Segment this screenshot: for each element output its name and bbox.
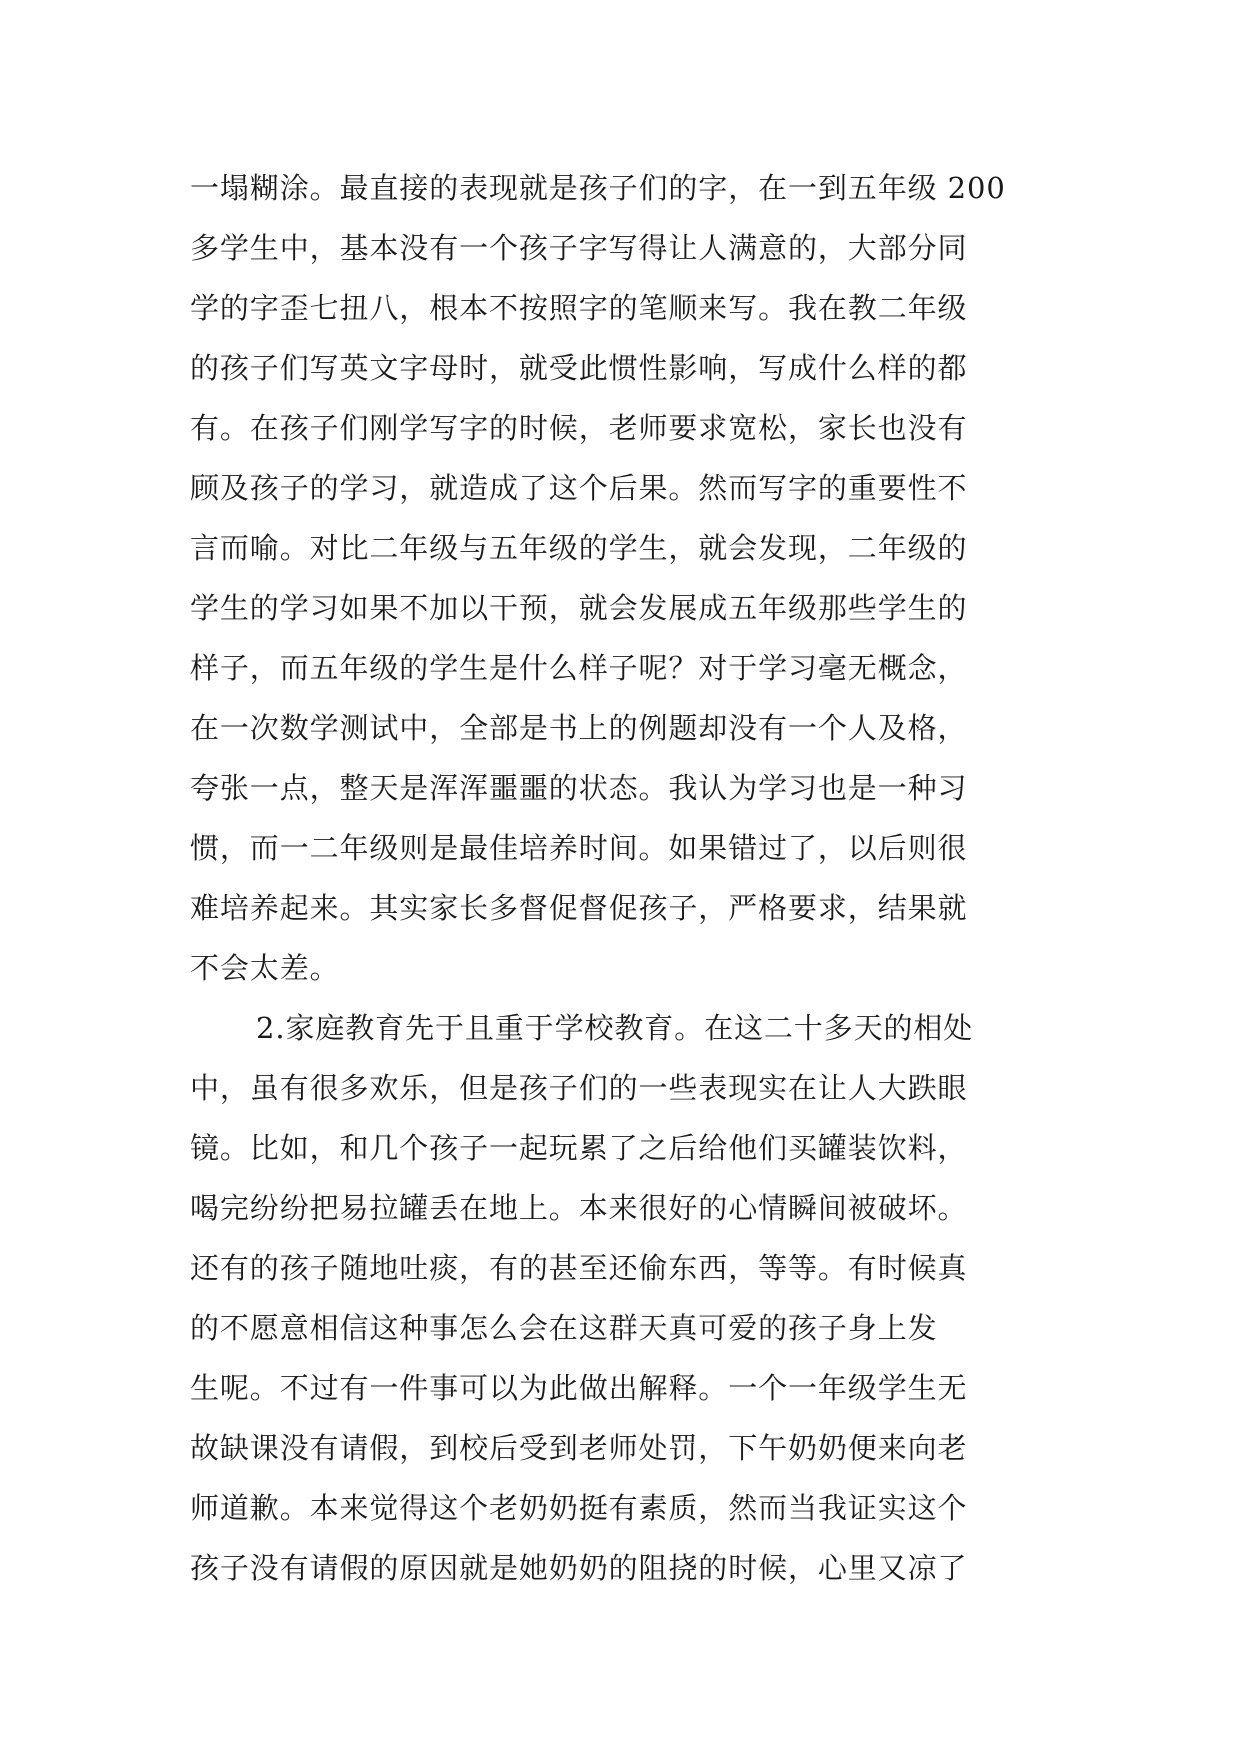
text-line: 惯，而一二年级则是最佳培养时间。如果错过了，以后则很 [190, 831, 968, 865]
text-line: 孩子没有请假的原因就是她奶奶的阻挠的时候，心里又凉了 [190, 1551, 968, 1585]
paragraph-start-line: 2.家庭教育先于且重于学校教育。在这二十多天的相处 [256, 1011, 974, 1045]
text-line: 难培养起来。其实家长多督促督促孩子，严格要求，结果就 [190, 891, 968, 925]
text-line: 不会太差。 [190, 951, 340, 985]
text-line: 一塌糊涂。最直接的表现就是孩子们的字，在一到五年级 200 [190, 171, 1006, 205]
text-line: 喝完纷纷把易拉罐丢在地上。本来很好的心情瞬间被破坏。 [190, 1191, 968, 1225]
text-line: 的孩子们写英文字母时，就受此惯性影响，写成什么样的都 [190, 351, 968, 385]
text-line: 故缺课没有请假，到校后受到老师处罚，下午奶奶便来向老 [190, 1431, 968, 1465]
text-line: 多学生中，基本没有一个孩子字写得让人满意的，大部分同 [190, 231, 968, 265]
text-line: 学生的学习如果不加以干预，就会发展成五年级那些学生的 [190, 591, 968, 625]
text-line: 在一次数学测试中，全部是书上的例题却没有一个人及格， [190, 711, 968, 745]
text-line: 夸张一点，整天是浑浑噩噩的状态。我认为学习也是一种习 [190, 771, 968, 805]
text-line: 样子，而五年级的学生是什么样子呢？对于学习毫无概念， [190, 651, 968, 685]
text-line: 顾及孩子的学习，就造成了这个后果。然而写字的重要性不 [190, 471, 968, 505]
text-line: 生呢。不过有一件事可以为此做出解释。一个一年级学生无 [190, 1371, 968, 1405]
text-line: 还有的孩子随地吐痰，有的甚至还偷东西，等等。有时候真 [190, 1251, 968, 1285]
text-line: 中，虽有很多欢乐，但是孩子们的一些表现实在让人大跌眼 [190, 1071, 968, 1105]
text-line: 有。在孩子们刚学写字的时候，老师要求宽松，家长也没有 [190, 411, 968, 445]
text-line: 学的字歪七扭八，根本不按照字的笔顺来写。我在教二年级 [190, 291, 968, 325]
text-line: 师道歉。本来觉得这个老奶奶挺有素质，然而当我证实这个 [190, 1491, 968, 1525]
text-line: 言而喻。对比二年级与五年级的学生，就会发现，二年级的 [190, 531, 968, 565]
body-text [190, 158, 1070, 1598]
text-line: 的不愿意相信这种事怎么会在这群天真可爱的孩子身上发 [190, 1311, 938, 1345]
text-line: 镜。比如，和几个孩子一起玩累了之后给他们买罐装饮料， [190, 1131, 968, 1165]
